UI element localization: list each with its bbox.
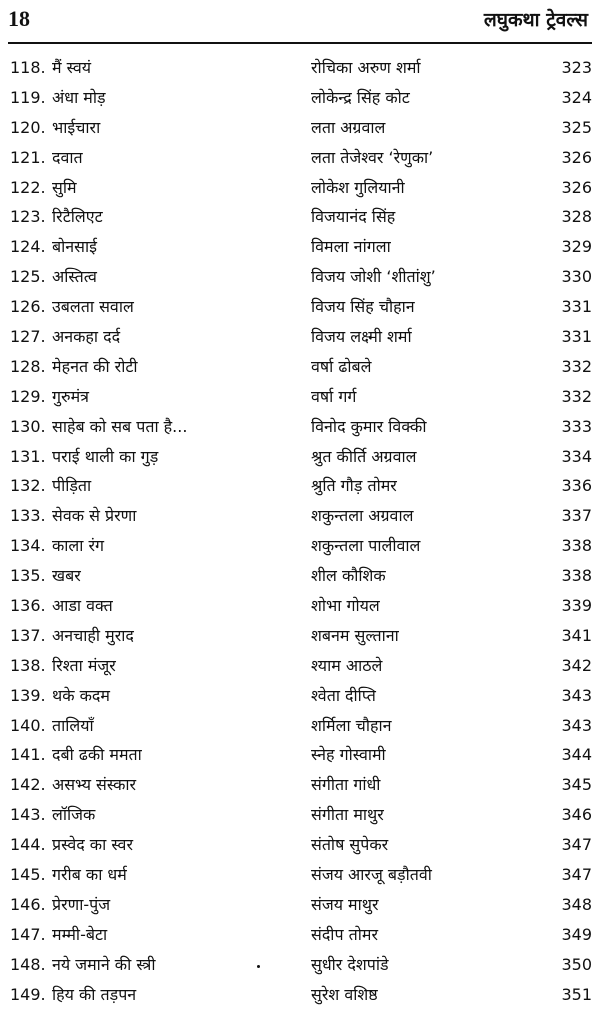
- page-ref: 329: [561, 237, 592, 257]
- entry-number: 129.: [10, 386, 46, 406]
- toc-row: [0, 83, 600, 113]
- page-ref: 326: [561, 177, 592, 197]
- toc-row: [0, 711, 600, 741]
- author-name: सुरेश वशिष्ठ: [311, 984, 378, 1004]
- page-ref: 332: [561, 356, 592, 376]
- toc-row: [0, 173, 600, 203]
- author-name: श्वेता दीप्ति: [311, 685, 376, 705]
- toc-row: [0, 143, 600, 173]
- author-name: लोकेन्द्र सिंह कोट: [311, 87, 410, 107]
- entry-number: 119.: [10, 87, 46, 107]
- page-ref: 348: [561, 894, 592, 914]
- page-ref: 349: [561, 924, 592, 944]
- toc-row: [0, 770, 600, 800]
- author-name: शबनम सुल्ताना: [311, 625, 399, 645]
- toc-row: [0, 501, 600, 531]
- story-title: अंधा मोड़: [52, 87, 106, 107]
- story-title: अस्तित्व: [52, 267, 97, 287]
- toc-row: [0, 531, 600, 561]
- page-ref: 351: [561, 984, 592, 1004]
- author-name: सुधीर देशपांडे: [311, 954, 389, 974]
- story-title: लॉजिक: [52, 805, 96, 825]
- story-title: गुरुमंत्र: [52, 386, 89, 406]
- story-title: अनचाही मुराद: [52, 625, 134, 645]
- entry-number: 126.: [10, 297, 46, 317]
- page-ref: 347: [561, 865, 592, 885]
- toc-row: [0, 471, 600, 501]
- author-name: वर्षा ढोबले: [311, 356, 372, 376]
- entry-number: 132.: [10, 476, 46, 496]
- story-title: थके कदम: [52, 685, 110, 705]
- entry-number: 146.: [10, 894, 46, 914]
- author-name: शोभा गोयल: [311, 596, 380, 616]
- page-ref: 341: [561, 625, 592, 645]
- entry-number: 147.: [10, 924, 46, 944]
- page-ref: 334: [561, 446, 592, 466]
- page-ref: 338: [561, 536, 592, 556]
- author-name: संतोष सुपेकर: [311, 835, 389, 855]
- author-name: श्रुत कीर्ति अग्रवाल: [311, 446, 417, 466]
- author-name: लता तेजेश्वर ‘रेणुका’: [311, 147, 434, 167]
- toc-row: [0, 262, 600, 292]
- story-title: सुमि: [52, 177, 77, 197]
- story-title: दबी ढकी ममता: [52, 745, 142, 765]
- story-title: प्रस्वेद का स्वर: [52, 835, 133, 855]
- author-name: शकुन्तला अग्रवाल: [311, 506, 414, 526]
- entry-number: 121.: [10, 147, 46, 167]
- page-ref: 338: [561, 566, 592, 586]
- toc-row: [0, 860, 600, 890]
- story-title: हिय की तड़पन: [52, 984, 137, 1004]
- page-ref: 328: [561, 207, 592, 227]
- page-ref: 323: [561, 58, 592, 77]
- author-name: श्रुति गौड़ तोमर: [311, 476, 397, 496]
- toc-row: [0, 651, 600, 681]
- entry-number: 145.: [10, 865, 46, 885]
- page-ref: 333: [561, 416, 592, 436]
- story-title: रिश्ता मंजूर: [52, 655, 116, 675]
- page-ref: 345: [561, 775, 592, 795]
- entry-number: 130.: [10, 416, 46, 436]
- author-name: विजय लक्ष्मी शर्मा: [311, 327, 412, 347]
- story-title: रिटैलिएट: [52, 207, 103, 227]
- toc-row: [0, 920, 600, 950]
- page-ref: 343: [561, 685, 592, 705]
- entry-number: 135.: [10, 566, 46, 586]
- story-title: पराई थाली का गुड़: [52, 446, 159, 466]
- author-name: स्नेह गोस्वामी: [311, 745, 386, 765]
- story-title: प्रेरणा-पुंज: [52, 894, 111, 914]
- entry-number: 133.: [10, 506, 46, 526]
- toc-row: [0, 412, 600, 442]
- entry-number: 143.: [10, 805, 46, 825]
- toc-row: [0, 442, 600, 472]
- story-title: पीड़िता: [52, 476, 92, 496]
- toc-row: [0, 621, 600, 651]
- author-name: वर्षा गर्ग: [311, 386, 357, 406]
- page-ref: 330: [561, 267, 592, 287]
- page-ref: 331: [561, 327, 592, 347]
- stray-dot: [257, 965, 260, 968]
- story-title: गरीब का धर्म: [52, 865, 127, 885]
- entry-number: 142.: [10, 775, 46, 795]
- header-rule: [8, 42, 592, 44]
- story-title: असभ्य संस्कार: [52, 775, 137, 795]
- entry-number: 131.: [10, 446, 46, 466]
- entry-number: 120.: [10, 117, 46, 137]
- author-name: शकुन्तला पालीवाल: [311, 536, 421, 556]
- entry-number: 123.: [10, 207, 46, 227]
- page-ref: 331: [561, 297, 592, 317]
- page-ref: 342: [561, 655, 592, 675]
- author-name: लता अग्रवाल: [311, 117, 386, 137]
- story-title: आडा वक्त: [52, 596, 113, 616]
- page-ref: 347: [561, 835, 592, 855]
- story-title: नये जमाने की स्त्री: [52, 954, 156, 974]
- story-title: सेवक से प्रेरणा: [52, 506, 137, 526]
- entry-number: 128.: [10, 356, 46, 376]
- toc-row: [0, 232, 600, 262]
- entry-number: 134.: [10, 536, 46, 556]
- entry-number: 144.: [10, 835, 46, 855]
- toc-row: [0, 800, 600, 830]
- author-name: विजय सिंह चौहान: [311, 297, 415, 317]
- story-title: मेहनत की रोटी: [52, 356, 138, 376]
- page-ref: 343: [561, 715, 592, 735]
- story-title: उबलता सवाल: [52, 297, 134, 317]
- toc-row: [0, 292, 600, 322]
- page-ref: 339: [561, 596, 592, 616]
- toc-row: [0, 890, 600, 920]
- author-name: संगीता गांधी: [311, 775, 381, 795]
- story-title: साहेब को सब पता है...: [52, 416, 188, 436]
- entry-number: 127.: [10, 327, 46, 347]
- author-name: संगीता माथुर: [311, 805, 384, 825]
- entry-number: 148.: [10, 954, 46, 974]
- entry-number: 141.: [10, 745, 46, 765]
- toc-row: [0, 950, 600, 980]
- book-title: लघुकथा ट्रेवल्स: [483, 9, 588, 31]
- page-ref: 332: [561, 386, 592, 406]
- entry-number: 149.: [10, 984, 46, 1004]
- toc-row: [0, 352, 600, 382]
- entry-number: 124.: [10, 237, 46, 257]
- story-title: अनकहा दर्द: [52, 327, 121, 347]
- author-name: श्याम आठले: [311, 655, 383, 675]
- toc-row: [0, 382, 600, 412]
- toc-row: [0, 740, 600, 770]
- entry-number: 139.: [10, 685, 46, 705]
- page-header: [0, 0, 600, 42]
- author-name: विजय जोशी ‘शीतांशु’: [311, 267, 436, 287]
- toc-row: [0, 53, 600, 83]
- author-name: संजय आरजू बड़ौतवी: [311, 865, 432, 885]
- page-ref: 337: [561, 506, 592, 526]
- author-name: लोकेश गुलियानी: [311, 177, 405, 197]
- page-number: 18: [8, 6, 30, 31]
- entry-number: 136.: [10, 596, 46, 616]
- story-title: बोनसाई: [52, 237, 97, 257]
- author-name: शील कौशिक: [311, 566, 386, 586]
- author-name: विनोद कुमार विक्की: [311, 416, 427, 436]
- entry-number: 140.: [10, 715, 46, 735]
- page-ref: 336: [561, 476, 592, 496]
- toc-row: [0, 980, 600, 1010]
- author-name: संदीप तोमर: [311, 924, 379, 944]
- table-of-contents: [0, 53, 600, 1010]
- story-title: मैं स्वयं: [52, 58, 92, 77]
- page-ref: 326: [561, 147, 592, 167]
- toc-row: [0, 561, 600, 591]
- author-name: विजयानंद सिंह: [311, 207, 396, 227]
- author-name: संजय माथुर: [311, 894, 379, 914]
- toc-row: [0, 113, 600, 143]
- story-title: मम्मी-बेटा: [52, 924, 108, 944]
- page-ref: 324: [561, 87, 592, 107]
- page-ref: 344: [561, 745, 592, 765]
- entry-number: 122.: [10, 177, 46, 197]
- story-title: काला रंग: [52, 536, 105, 556]
- page-ref: 346: [561, 805, 592, 825]
- entry-number: 118.: [10, 58, 46, 77]
- page-ref: 350: [561, 954, 592, 974]
- story-title: तालियाँ: [52, 715, 94, 735]
- entry-number: 137.: [10, 625, 46, 645]
- entry-number: 138.: [10, 655, 46, 675]
- story-title: भाईचारा: [52, 117, 101, 137]
- author-name: रोचिका अरुण शर्मा: [311, 58, 421, 77]
- toc-row: [0, 681, 600, 711]
- toc-row: [0, 202, 600, 232]
- story-title: खबर: [52, 566, 81, 586]
- entry-number: 125.: [10, 267, 46, 287]
- toc-row: [0, 322, 600, 352]
- author-name: शर्मिला चौहान: [311, 715, 392, 735]
- page-ref: 325: [561, 117, 592, 137]
- toc-row: [0, 591, 600, 621]
- toc-row: [0, 830, 600, 860]
- story-title: दवात: [52, 147, 83, 167]
- author-name: विमला नांगला: [311, 237, 391, 257]
